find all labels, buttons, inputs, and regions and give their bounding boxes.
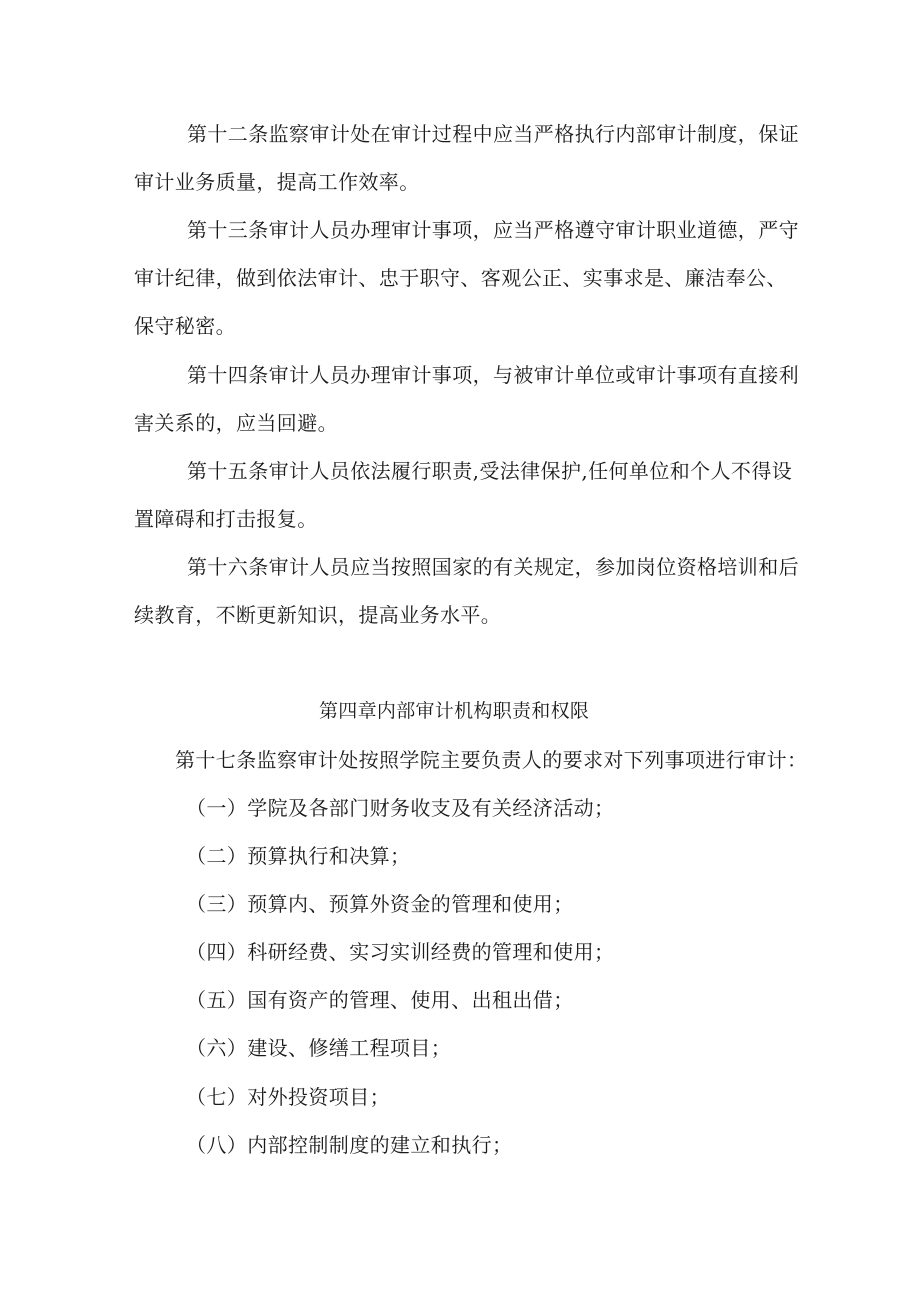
- list-item: （四）科研经费、实习实训经费的管理和使用；: [186, 940, 615, 964]
- article-15-line-1: 第十五条审计人员依法履行职责,受法律保护,任何单位和个人不得设: [187, 459, 793, 483]
- chapter-heading: 第四章内部审计机构职责和权限: [319, 700, 590, 722]
- article-13-line-1: 第十三条审计人员办理审计事项，应当严格遵守审计职业道德，严守: [187, 218, 799, 242]
- list-item: （三）预算内、预算外资金的管理和使用；: [186, 892, 574, 916]
- article-15-line-2: 置障碍和打击报复。: [134, 507, 318, 531]
- article-12-line-1: 第十二条监察审计处在审计过程中应当严格执行内部审计制度，保证: [187, 122, 799, 146]
- list-item: （六）建设、修缮工程项目；: [186, 1036, 452, 1060]
- article-13-line-3: 保守秘密。: [134, 314, 236, 338]
- list-item: （八）内部控制制度的建立和执行；: [186, 1133, 513, 1157]
- list-item: （二）预算执行和决算；: [186, 844, 411, 868]
- article-16-line-2: 续教育，不断更新知识，提高业务水平。: [134, 603, 502, 627]
- article-16-line-1: 第十六条审计人员应当按照国家的有关规定，参加岗位资格培训和后: [187, 555, 799, 579]
- list-item: （五）国有资产的管理、使用、出租出借；: [186, 988, 574, 1012]
- article-14-line-2: 害关系的，应当回避。: [134, 411, 338, 435]
- article-12-line-2: 审计业务质量，提高工作效率。: [134, 170, 420, 194]
- list-item: （一）学院及各部门财务收支及有关经济活动；: [186, 796, 615, 820]
- list-item: （七）对外投资项目；: [186, 1085, 390, 1109]
- article-13-line-2: 审计纪律，做到依法审计、忠于职守、客观公正、实事求是、廉洁奉公、: [134, 266, 787, 290]
- article-17-line: 第十七条监察审计处按照学院主要负责人的要求对下列事项进行审计：: [175, 748, 808, 772]
- article-14-line-1: 第十四条审计人员办理审计事项，与被审计单位或审计事项有直接利: [187, 363, 799, 387]
